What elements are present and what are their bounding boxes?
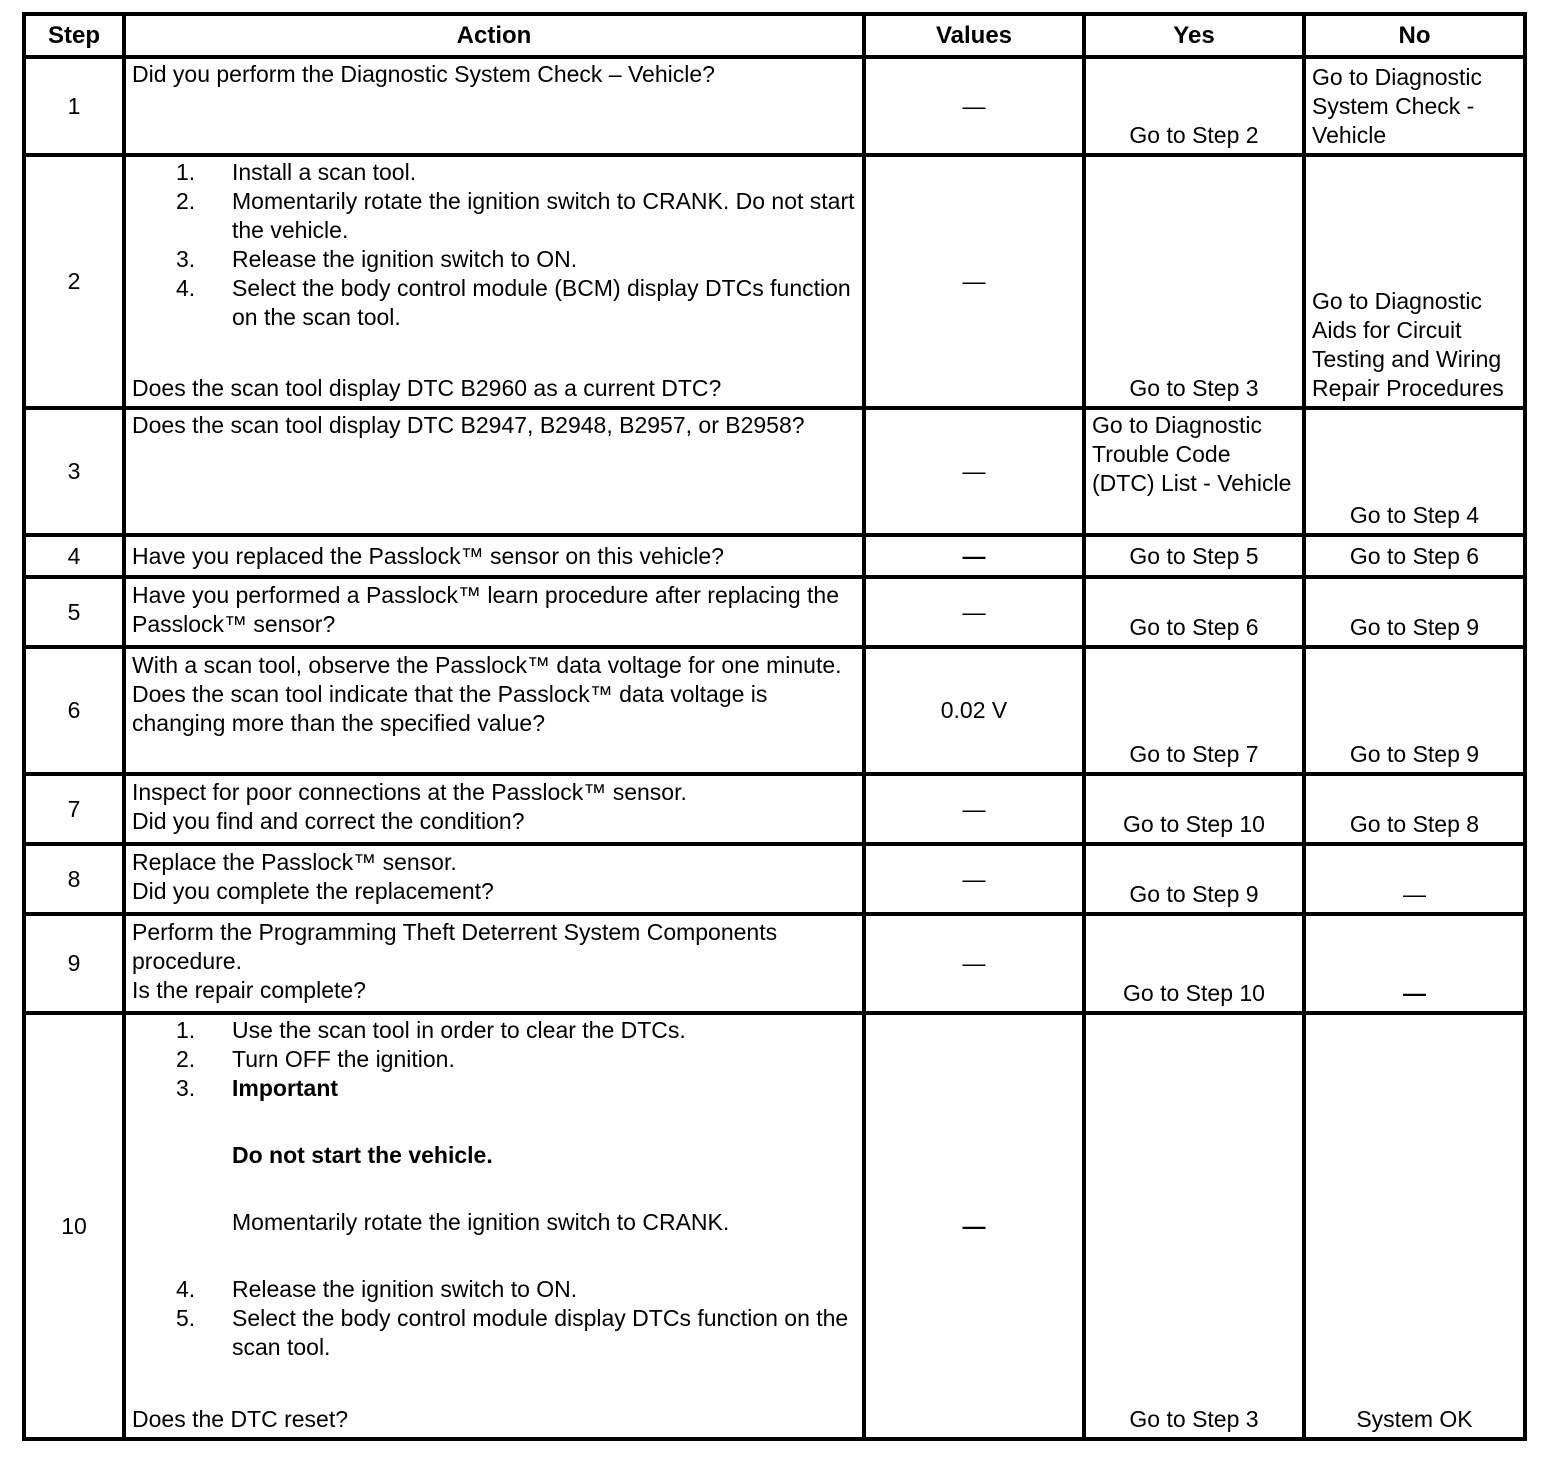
list-item: 2. Turn OFF the ignition. [176,1046,455,1072]
step-number: 5 [67,598,81,625]
values-cell: 0.02 V [940,697,1008,723]
header-step-label: Step [47,22,100,49]
step-number: 4 [67,542,81,569]
values-cell: — [962,795,986,822]
yes-cell: Go to Step 7 [1129,741,1259,767]
important-label: Important [232,1075,339,1101]
no-cell: Go to Step 4 [1349,502,1480,528]
yes-cell: Go to Step 3 [1129,1406,1259,1432]
action-cell [126,918,862,1011]
yes-cell: Go to Step 6 [1129,614,1259,640]
yes-cell: Go to Step 5 [1129,542,1259,569]
action-cell [126,651,862,772]
values-cell: — [962,865,986,892]
values-cell: — [962,268,986,294]
instruction-list [126,158,862,332]
header-values-label: Values [935,22,1013,49]
no-cell: Go to Step 6 [1349,542,1480,569]
question-text: Does the scan tool indicate that the Passlock™ data voltage is changing more than the specified value? [132,681,768,736]
no-cell: Go to Step 8 [1349,811,1480,837]
action-text: Perform the Programming Theft Deterrent System Components procedure. [132,919,778,974]
list-item: 1. Use the scan tool in order to clear the DTCs. [176,1017,686,1043]
values-cell: — [962,598,986,625]
list-item: 3. Important Do not start the vehicle. Momentarily rotate the ignition switch to CRANK. [126,1074,862,1275]
step-number: 6 [67,697,81,723]
step-number: 2 [67,268,81,294]
header-yes-label: Yes [1173,22,1215,49]
values-cell: — [962,950,986,976]
warning-text: Do not start the vehicle. [232,1142,493,1168]
list-item: 4. Select the body control module (BCM) display DTCs function on the scan tool. [176,275,851,330]
action-cell: Have you performed a Passlock™ learn procedure after replacing the Passlock™ sensor? [132,582,839,637]
step-number: 3 [67,458,81,484]
action-cell: Does the scan tool display DTC B2947, B2948, B2957, or B2958? [132,412,805,438]
row-divider [22,406,1527,410]
question-text: Is the repair complete? [132,977,366,1003]
action-cell [126,1016,862,1434]
instruction-list [126,1016,862,1362]
step-number: 1 [67,92,81,119]
header-step [26,16,122,55]
list-item: 3. Release the ignition switch to ON. [176,246,578,272]
header-no [1306,16,1523,55]
step-number: 10 [61,1212,87,1239]
question-text: Did you complete the replacement? [132,878,494,904]
step-number: 8 [67,865,81,892]
values-cell: — [962,1212,986,1239]
no-cell: Go to Diagnostic Aids for Circuit Testing and Wiring Repair Procedures [1312,288,1504,401]
action-cell [126,158,862,403]
action-text: With a scan tool, observe the Passlock™ data voltage for one minute. [132,652,842,678]
no-cell: Go to Step 9 [1349,614,1480,640]
no-cell: Go to Diagnostic System Check - Vehicle [1312,64,1483,148]
action-cell: Did you perform the Diagnostic System Check – Vehicle? [132,61,715,87]
list-item: 1. Install a scan tool. [176,159,417,185]
action-cell [126,848,862,912]
step-number: 9 [67,950,81,976]
values-cell: — [962,458,986,484]
header-no-label: No [1398,22,1431,49]
action-text: Inspect for poor connections at the Passlock™ sensor. [132,779,687,805]
header-yes [1086,16,1302,55]
note-text: Momentarily rotate the ignition switch to CRANK. [232,1209,730,1235]
action-cell [126,778,862,842]
header-values [866,16,1082,55]
header-action-label: Action [456,22,532,49]
list-item: 4. Release the ignition switch to ON. [176,1276,578,1302]
header-action [126,16,862,55]
yes-cell: Go to Step 10 [1123,811,1265,837]
yes-cell: Go to Step 9 [1129,881,1259,907]
list-item: 2. Momentarily rotate the ignition switch to CRANK. Do not start the vehicle. [176,188,855,243]
action-cell: Have you replaced the Passlock™ sensor on this vehicle? [132,542,724,569]
step-number: 7 [67,795,81,822]
question-text: Did you find and correct the condition? [132,808,525,834]
values-cell: — [962,542,986,569]
yes-cell: Go to Step 2 [1129,122,1259,148]
table-border-right [1523,12,1527,1441]
question-text: Does the DTC reset? [132,1406,349,1432]
list-item: 5. Select the body control module display DTCs function on the scan tool. [176,1305,849,1360]
no-cell: — [1403,980,1426,1006]
values-cell: — [962,92,986,119]
yes-cell: Go to Step 3 [1129,375,1259,401]
question-text: Does the scan tool display DTC B2960 as a current DTC? [132,375,722,401]
no-cell: System OK [1356,1406,1473,1432]
no-cell: Go to Step 9 [1349,741,1480,767]
yes-cell: Go to Step 10 [1123,980,1265,1006]
no-cell: — [1403,881,1426,907]
action-text: Replace the Passlock™ sensor. [132,849,457,875]
yes-cell: Go to Diagnostic Trouble Code (DTC) List - Vehicle [1092,412,1292,496]
